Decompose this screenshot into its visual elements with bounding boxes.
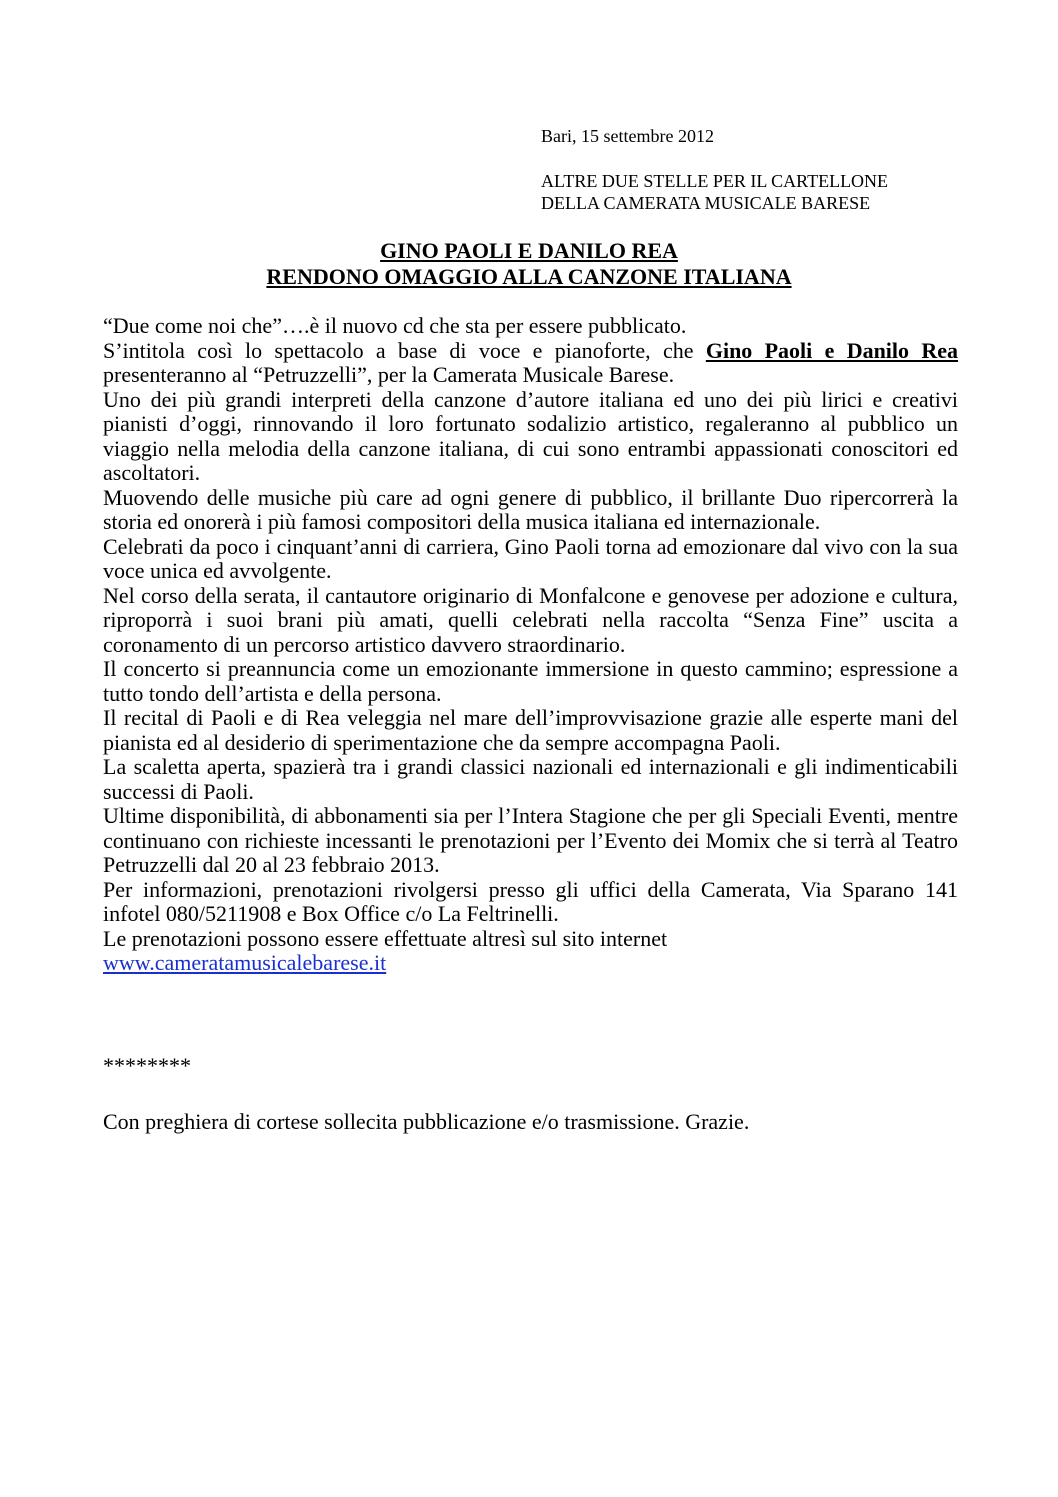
kicker — [541, 170, 888, 214]
paragraph-10: Ultime disponibilità, di abbonamenti sia per l’Intera Stagione che per gli Speciali Eventi, mentre continuano con richieste incessanti le prenotazioni per l’Evento dei Momix che si terrà al Teatro Petruzzelli dal 20 al 23 febbraio 2013. — [103, 803, 958, 877]
paragraph-4: Muovendo delle musiche più care ad ogni genere di pubblico, il brillante Duo ripercorrerà la storia ed onorerà i più famosi compositori della musica italiana ed internazionale. — [103, 484, 958, 534]
paragraph-12: Le prenotazioni possono essere effettuate altresì sul sito internet — [103, 925, 668, 951]
paragraph-5: Celebrati da poco i cinquant’anni di carriera, Gino Paoli torna ad emozionare dal vivo con la sua voce unica ed avvolgente. — [103, 533, 958, 583]
headline-line-1: GINO PAOLI E DANILO REA — [380, 238, 678, 263]
article-body — [103, 314, 958, 976]
paragraph-7: Il concerto si preannuncia come un emozionante immersione in questo cammino; espressione a tutto tondo dell’artista e della persona. — [103, 656, 958, 706]
paragraph-2-text-a: S’intitola così lo spettacolo a base di voce e pianoforte, che — [103, 337, 706, 363]
website-line — [103, 951, 958, 976]
separator-stars: ******** — [103, 1053, 191, 1078]
paragraph-1: “Due come noi che”….è il nuovo cd che sta per essere pubblicato. — [103, 313, 687, 338]
dateline: Bari, 15 settembre 2012 — [541, 126, 714, 146]
paragraph-2-text-b: presenteranno al “Petruzzelli”, per la Camerata Musicale Barese. — [103, 362, 675, 387]
paragraph-2 — [103, 339, 958, 388]
paragraph-8: Il recital di Paoli e di Rea veleggia nel mare dell’improvvisazione grazie alle esperte mani del pianista ed al desiderio di sperimentazione che da sempre accompagna Paoli. — [103, 705, 958, 755]
kicker-line-2: DELLA CAMERATA MUSICALE BARESE — [541, 193, 871, 213]
closing-note: Con preghiera di cortese sollecita pubblicazione e/o trasmissione. Grazie. — [103, 1109, 750, 1134]
headline — [0, 238, 1058, 290]
artist-names: Gino Paoli e Danilo Rea — [705, 337, 959, 363]
headline-line-2: RENDONO OMAGGIO ALLA CANZONE ITALIANA — [266, 264, 792, 289]
website-link[interactable]: www.cameratamusicalebarese.it — [103, 950, 387, 975]
kicker-line-1: ALTRE DUE STELLE PER IL CARTELLONE — [541, 171, 889, 191]
paragraph-9: La scaletta aperta, spazierà tra i grandi classici nazionali ed internazionali e gli indimenticabili successi di Paoli. — [103, 754, 958, 804]
paragraph-6: Nel corso della serata, il cantautore originario di Monfalcone e genovese per adozione e cultura, riproporrà i suoi brani più amati, quelli celebrati nella raccolta “Senza Fine” uscita a coronamento di un percorso artistico davvero straordinario. — [103, 582, 958, 657]
paragraph-3: Uno dei più grandi interpreti della canzone d’autore italiana ed uno dei più lirici e creativi pianisti d’oggi, rinnovando il loro fortunato sodalizio artistico, regaleranno al pubblico un viaggio nella melodia della canzone italiana, di cui sono entrambi appassionati conoscitori ed ascoltatori. — [103, 386, 958, 485]
paragraph-11: Per informazioni, prenotazioni rivolgersi presso gli uffici della Camerata, Via Sparano 141 infotel 080/5211908 e Box Office c/o La Feltrinelli. — [103, 876, 958, 926]
